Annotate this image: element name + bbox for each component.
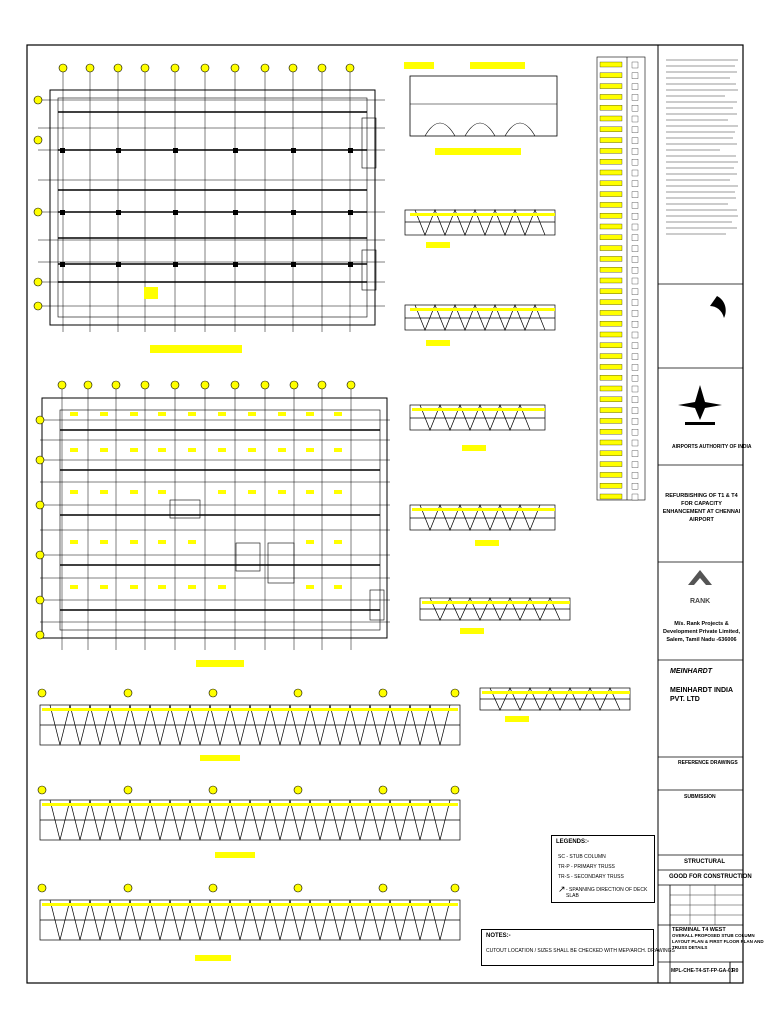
schedule-row-tag — [600, 462, 622, 467]
status-label: GOOD FOR CONSTRUCTION — [669, 874, 752, 880]
notes-box — [481, 929, 675, 966]
stub-column-layout-plan — [38, 68, 385, 332]
schedule-row-tag — [600, 440, 622, 445]
legend-item-secondary-truss: TR-S - SECONDARY TRUSS — [558, 874, 624, 880]
legend-deck-note: - SPANNING DIRECTION OF DECK SLAB — [566, 887, 648, 899]
drawing-title-line: TERMINAL T4 WEST — [672, 927, 726, 933]
contractor-logo-text: RANK — [690, 598, 711, 605]
schedule-row-tag — [600, 213, 622, 218]
notes-text: CUTOUT LOCATION / SIZES SHALL BE CHECKED WITH MEP/ARCH. DRAWINGS — [486, 948, 675, 954]
grid-bubbles-mid — [36, 381, 355, 639]
drawing-title-line: OVERALL PROPOSED STUB COLUMN — [672, 933, 755, 938]
schedule-row-symbol — [632, 224, 638, 230]
schedule-row-symbol — [632, 310, 638, 316]
schedule-row-tag — [600, 386, 622, 391]
schedule-row-tag — [600, 375, 622, 380]
reference-drawings-label: REFERENCE DRAWINGS — [678, 760, 738, 766]
first-floor-tags — [70, 412, 342, 667]
schedule-row-tag — [600, 267, 622, 272]
schedule-row-symbol — [632, 408, 638, 414]
schedule-row-symbol — [632, 483, 638, 489]
consultant-name — [670, 686, 733, 704]
project-title — [660, 492, 743, 524]
schedule-row-tag — [600, 94, 622, 99]
contractor-line: M/s. Rank Projects & — [674, 621, 729, 627]
project-title-line: ENHANCEMENT AT CHENNAI — [662, 509, 741, 515]
schedule-row-tag — [600, 127, 622, 132]
grid-bubbles-top — [34, 64, 354, 310]
drawing-title-line: TRUSS DETAILS — [672, 945, 708, 950]
schedule-row-tag — [600, 278, 622, 283]
schedule-row-symbol — [632, 235, 638, 241]
contractor-line: Salem, Tamil Nadu -636006 — [666, 637, 737, 643]
plan-title-label-1 — [150, 345, 242, 353]
schedule-row-symbol — [632, 116, 638, 122]
schedule-row-symbol — [632, 278, 638, 284]
title-block-small-table — [670, 885, 743, 925]
truss-elevations-right — [405, 210, 630, 710]
schedule-row-symbol — [632, 181, 638, 187]
schedule-row-symbol — [632, 159, 638, 165]
schedule-row-symbol — [632, 213, 638, 219]
schedule-row-tag — [600, 62, 622, 67]
schedule-row-symbol — [632, 332, 638, 338]
schedule-row-symbol — [632, 462, 638, 468]
schedule-row-symbol — [632, 364, 638, 370]
schedule-row-tag — [600, 289, 622, 294]
schedule-row-tag — [600, 181, 622, 186]
schedule-row-symbol — [632, 321, 638, 327]
schedule-row-symbol — [632, 105, 638, 111]
plan-callout-1 — [144, 287, 158, 299]
schedule-row-tag — [600, 321, 622, 326]
schedule-row-symbol — [632, 429, 638, 435]
schedule-row-symbol — [632, 386, 638, 392]
schedule-row-tag — [600, 148, 622, 153]
revision-number: R0 — [732, 968, 739, 974]
schedule-row-tag — [600, 84, 622, 89]
deck-section-detail — [410, 76, 557, 136]
legend-item-stub-column: SC - STUB COLUMN — [558, 854, 606, 860]
drawing-title — [672, 927, 764, 951]
section-label — [435, 148, 521, 155]
schedule-row-symbol — [632, 256, 638, 262]
schedule-row-tag — [600, 256, 622, 261]
schedule-row-symbol — [632, 94, 638, 100]
schedule-row-tag — [600, 408, 622, 413]
north-emblem-icon — [710, 296, 726, 318]
schedule-row-tag — [600, 418, 622, 423]
schedule-row-symbol — [632, 440, 638, 446]
drawing-number: MPL-CHE-T4-ST-FP-GA-01 — [671, 968, 734, 974]
schedule-row-tag — [600, 343, 622, 348]
submission-label: SUBMISSION — [684, 794, 716, 800]
schedule-row-symbol — [632, 289, 638, 295]
first-floor-plan — [40, 385, 390, 650]
schedule-row-symbol — [632, 170, 638, 176]
contractor-details — [660, 620, 743, 644]
schedule-row-tag — [600, 105, 622, 110]
schedule-row-tag — [600, 429, 622, 434]
project-title-line: AIRPORT — [689, 517, 714, 523]
schedule-row-symbol — [632, 202, 638, 208]
contractor-line: Development Private Limited, — [662, 629, 741, 635]
grid-bubbles-bottom — [38, 689, 459, 892]
schedule-row-tag — [600, 73, 622, 78]
schedule-row-symbol — [632, 494, 638, 500]
schedule-row-tag — [600, 451, 622, 456]
schedule-row-symbol — [632, 62, 638, 68]
schedule-row-tag — [600, 138, 622, 143]
schedule-row-symbol — [632, 451, 638, 457]
deck-direction-arrow-icon: ↗ — [558, 884, 566, 894]
schedule-row-tag — [600, 472, 622, 477]
schedule-row-symbol — [632, 138, 638, 144]
schedule-row-symbol — [632, 418, 638, 424]
schedule-row-symbol — [632, 397, 638, 403]
schedule-row-symbol — [632, 343, 638, 349]
schedule-row-tag — [600, 224, 622, 229]
schedule-row-symbol — [632, 300, 638, 306]
schedule-row-tag — [600, 397, 622, 402]
schedule-row-tag — [600, 116, 622, 121]
schedule-row-symbol — [632, 84, 638, 90]
schedule-row-tag — [600, 202, 622, 207]
consultant-line: MEINHARDT INDIA — [670, 687, 733, 694]
client-name: AIRPORTS AUTHORITY OF INDIA — [672, 444, 752, 450]
schedule-row-tag — [600, 354, 622, 359]
consultant-line: PVT. LTD — [670, 696, 700, 703]
legend-box — [551, 835, 655, 903]
schedule-row-symbol — [632, 73, 638, 79]
schedule-row-tag — [600, 483, 622, 488]
schedule-row-tag — [600, 170, 622, 175]
schedule-row-tag — [600, 332, 622, 337]
schedule-row-tag — [600, 300, 622, 305]
notes-title: NOTES:- — [486, 933, 511, 939]
schedule-row-symbol — [632, 192, 638, 198]
project-title-line: FOR CAPACITY — [681, 501, 722, 507]
schedule-row-symbol — [632, 354, 638, 360]
schedule-rows — [600, 62, 638, 500]
legend-item-primary-truss: TR-P - PRIMARY TRUSS — [558, 864, 615, 870]
legend-title: LEGENDS:- — [556, 839, 589, 845]
schedule-row-symbol — [632, 148, 638, 154]
general-notes — [666, 60, 738, 234]
schedule-row-symbol — [632, 375, 638, 381]
discipline-label: STRUCTURAL — [684, 859, 725, 865]
schedule-row-symbol — [632, 246, 638, 252]
aai-logo — [678, 385, 722, 425]
section-tags — [404, 62, 525, 69]
schedule-row-tag — [600, 310, 622, 315]
schedule-row-tag — [600, 192, 622, 197]
schedule-row-symbol — [632, 267, 638, 273]
rank-logo-icon — [688, 570, 712, 585]
project-title-line: REFURBISHING OF T1 & T4 — [665, 493, 738, 499]
schedule-row-symbol — [632, 127, 638, 133]
schedule-row-tag — [600, 364, 622, 369]
schedule-row-tag — [600, 159, 622, 164]
schedule-row-tag — [600, 246, 622, 251]
schedule-row-tag — [600, 235, 622, 240]
schedule-row-symbol — [632, 472, 638, 478]
consultant-logo: MEINHARDT — [670, 668, 712, 675]
schedule-row-tag — [600, 494, 622, 499]
drawing-title-line: LAYOUT PLAN & FIRST FLOOR PLAN AND — [672, 939, 764, 944]
